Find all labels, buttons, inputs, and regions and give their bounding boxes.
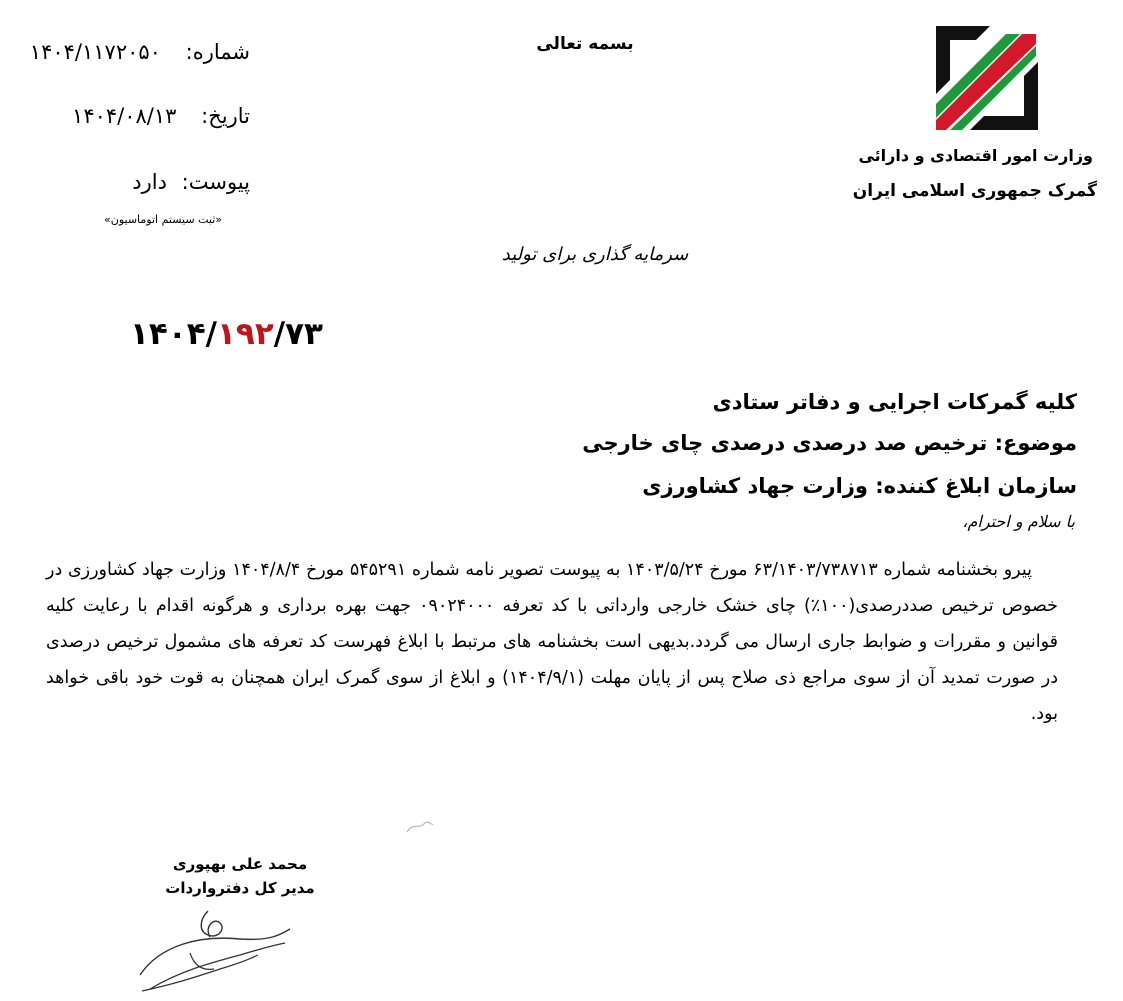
letter-attachment <box>10 170 250 194</box>
basmala: بسمه تعالی <box>536 34 634 54</box>
slogan: سرمایه گذاری برای تولید <box>501 244 689 265</box>
signatory-title: مدیر کل دفترواردات <box>165 879 315 897</box>
letter-number <box>10 40 250 64</box>
letter-number-label: شماره: <box>185 40 250 64</box>
customs-name: گمرک جمهوری اسلامی ایران <box>852 181 1097 201</box>
letter-date <box>10 104 250 128</box>
letter-attachment-value: دارد <box>132 170 167 194</box>
recipient-line: کلیه گمرکات اجرایی و دفاتر ستادی <box>712 390 1077 414</box>
signatory-name: محمد علی بهپوری <box>172 855 308 873</box>
reference-part-2: ۱۹۲ <box>217 316 274 352</box>
reference-part-1: ۱۴۰۴/ <box>130 316 218 352</box>
letter-date-value: ۱۴۰۴/۰۸/۱۳ <box>72 104 177 128</box>
customs-logo <box>932 22 1042 134</box>
letter-number-value: ۱۴۰۴/۱۱۷۲۰۵۰ <box>29 40 161 64</box>
greeting: با سلام و احترام، <box>962 512 1075 531</box>
automation-registration-note: «ثبت سیستم اتوماسیون» <box>104 213 222 226</box>
body-paragraph: پیرو بخشنامه شماره ۶۳/۱۴۰۳/۷۳۸۷۱۳ مورخ ۱۴۰۳/۵/۲۴ به پیوست تصویر نامه شماره ۵۴۵۲۹۱ مورخ ۱۴۰۴/۸/۴ وزارت جهاد کشاورزی در خصوص ترخیص صددرصدی(۱۰۰٪) چای خشک خارجی وارداتی با کد تعرفه ۰۹۰۲۴۰۰۰ جهت بهره برداری و هرگونه اقدام با رعایت کلیه قوانین و مقررات و ضوابط جاری ارسال می گردد.بدیهی است بخشنامه های مرتبط با ابلاغ فهرست کد تعرفه های مشمول ترخیص درصدی در صورت تمدید آن از سوی مراجع ذی صلاح پس از پایان مهلت (۱۴۰۴/۹/۱) و ابلاغ از سوی گمرک ایران همچنان به قوت خود باقی خواهد بود. <box>46 560 1058 724</box>
pen-mark <box>405 818 435 836</box>
letter-attachment-label: پیوست: <box>181 170 250 194</box>
notifying-org-line: سازمان ابلاغ کننده: وزارت جهاد کشاورزی <box>642 474 1077 498</box>
ministry-name: وزارت امور اقتصادی و دارائی <box>858 146 1093 165</box>
customs-logo-icon <box>932 22 1042 134</box>
circular-reference-number <box>130 316 323 352</box>
handwritten-signature <box>130 905 330 997</box>
letter-date-label: تاریخ: <box>201 104 250 128</box>
subject-line: موضوع: ترخیص صد درصدی درصدی چای خارجی <box>582 431 1077 455</box>
reference-part-3: /۷۳ <box>273 316 323 352</box>
